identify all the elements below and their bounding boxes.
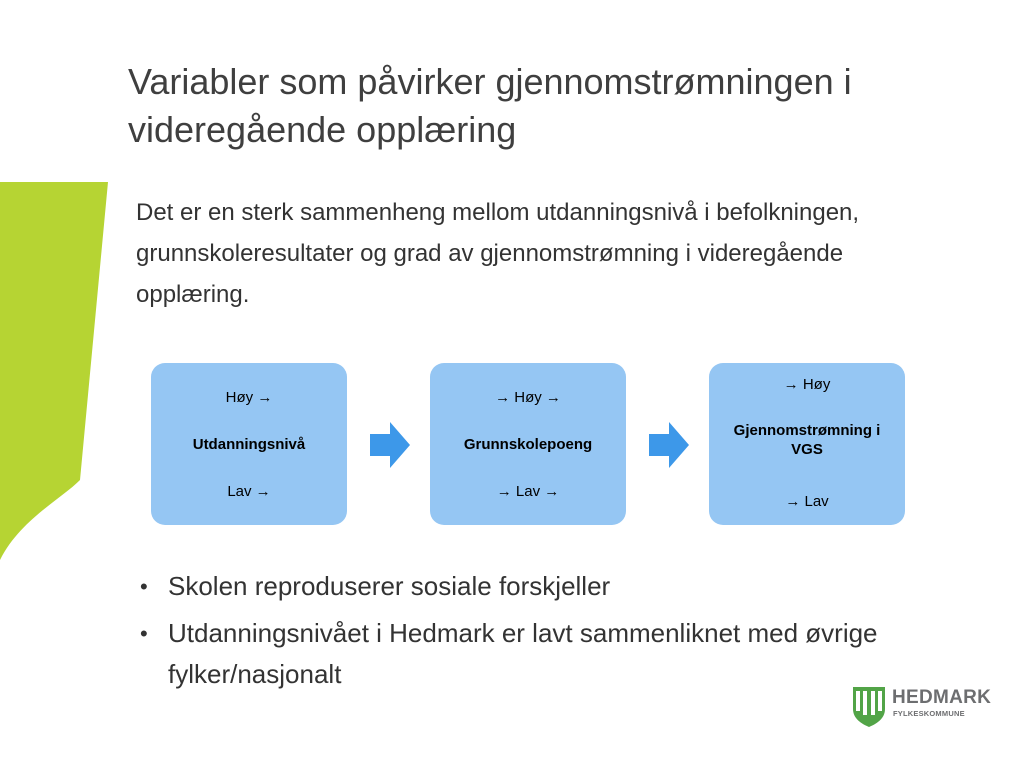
hedmark-emblem-icon — [852, 687, 886, 727]
bullet-text: Skolen reproduserer sosiale forskjeller — [168, 571, 611, 601]
flow-box-bottom-label: Lav → — [227, 483, 271, 500]
flow-box-title: Grunnskolepoeng — [463, 436, 593, 453]
flow-box-top-label: → Høy — [783, 376, 831, 393]
right-arrow-icon — [370, 422, 410, 468]
flow-box-title: Gjennomstrømning i VGS — [733, 422, 881, 458]
bullet-glyph: • — [140, 621, 148, 646]
bullet-text: Utdanningsnivået i Hedmark er lavt sammenliknet med øvrige fylker/nasjonalt — [168, 618, 878, 689]
logo-subtitle: FYLKESKOMMUNE — [893, 709, 965, 718]
flow-box-gjennomstromning — [709, 363, 905, 525]
lead-paragraph: Det er en sterk sammenheng mellom utdanningsnivå i befolkningen, grunnskoleresultater og grad av gjennomstrømning i videregående opplæring. — [136, 199, 860, 308]
flow-box-bottom-label: → Lav → — [496, 483, 560, 500]
bullet-glyph: • — [140, 574, 148, 599]
slide-title: Variabler som påvirker gjennomstrømningen i videregående opplæring — [128, 61, 852, 150]
right-arrow-icon — [649, 422, 689, 468]
flow-box-bottom-label: → Lav — [785, 493, 829, 510]
flow-box-top-label: → Høy → — [495, 389, 561, 406]
flow-box-top-label: Høy → — [225, 389, 273, 406]
bullet-list — [136, 566, 956, 701]
flow-box-utdanningsniva — [151, 363, 347, 525]
bullet-item — [136, 566, 956, 607]
flow-box-grunnskolepoeng — [430, 363, 626, 525]
flow-box-title: Utdanningsnivå — [192, 436, 306, 453]
hedmark-logo — [852, 687, 992, 727]
bullet-item — [136, 613, 956, 695]
logo-name: HEDMARK — [892, 687, 992, 708]
